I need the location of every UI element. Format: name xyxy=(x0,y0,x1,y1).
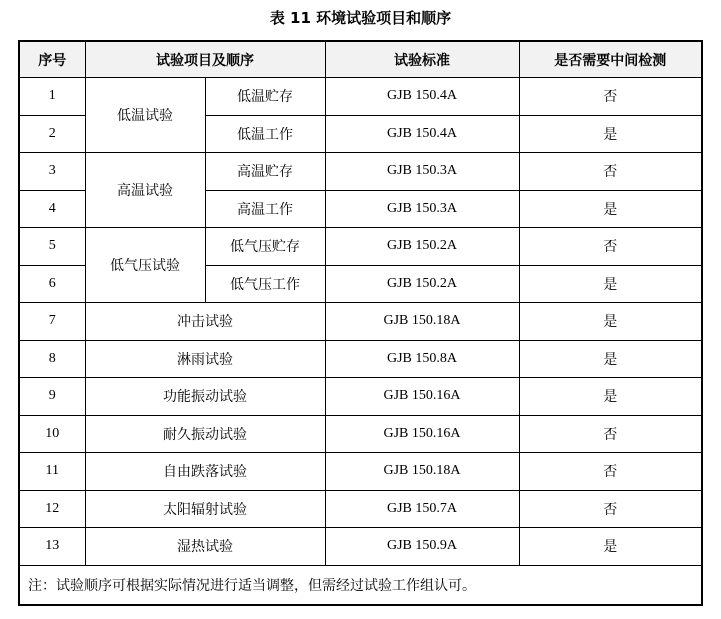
table-row xyxy=(19,78,702,116)
row-no: 1 xyxy=(19,78,85,116)
test-item: 湿热试验 xyxy=(85,528,325,566)
row-no: 3 xyxy=(19,153,85,191)
header-standard: 试验标准 xyxy=(325,41,519,78)
test-item: 功能振动试验 xyxy=(85,378,325,416)
inspection-cell: 是 xyxy=(519,303,702,341)
test-item: 自由跌落试验 xyxy=(85,453,325,491)
inspection-cell: 是 xyxy=(519,528,702,566)
row-no: 9 xyxy=(19,378,85,416)
standard-cell: GJB 150.8A xyxy=(325,340,519,378)
inspection-cell: 否 xyxy=(519,228,702,266)
table-row xyxy=(19,378,702,416)
sub-item: 低温贮存 xyxy=(205,78,325,116)
inspection-cell: 否 xyxy=(519,453,702,491)
group-low-pressure: 低气压试验 xyxy=(85,228,205,303)
standard-cell: GJB 150.18A xyxy=(325,453,519,491)
table-row xyxy=(19,153,702,191)
table-row xyxy=(19,303,702,341)
inspection-cell: 是 xyxy=(519,378,702,416)
sub-item: 高温工作 xyxy=(205,190,325,228)
standard-cell: GJB 150.9A xyxy=(325,528,519,566)
inspection-cell: 是 xyxy=(519,115,702,153)
standard-cell: GJB 150.18A xyxy=(325,303,519,341)
standard-cell: GJB 150.4A xyxy=(325,115,519,153)
standard-cell: GJB 150.16A xyxy=(325,378,519,416)
table-row xyxy=(19,490,702,528)
table-note: 注：试验顺序可根据实际情况进行适当调整，但需经过试验工作组认可。 xyxy=(19,565,702,605)
header-item: 试验项目及顺序 xyxy=(85,41,325,78)
table-row xyxy=(19,415,702,453)
row-no: 7 xyxy=(19,303,85,341)
test-item: 耐久振动试验 xyxy=(85,415,325,453)
inspection-cell: 否 xyxy=(519,490,702,528)
header-inspection: 是否需要中间检测 xyxy=(519,41,702,78)
row-no: 12 xyxy=(19,490,85,528)
row-no: 5 xyxy=(19,228,85,266)
group-high-temp: 高温试验 xyxy=(85,153,205,228)
inspection-cell: 是 xyxy=(519,340,702,378)
sub-item: 高温贮存 xyxy=(205,153,325,191)
inspection-cell: 是 xyxy=(519,265,702,303)
standard-cell: GJB 150.3A xyxy=(325,153,519,191)
header-no: 序号 xyxy=(19,41,85,78)
standard-cell: GJB 150.7A xyxy=(325,490,519,528)
note-row xyxy=(19,565,702,605)
row-no: 8 xyxy=(19,340,85,378)
row-no: 10 xyxy=(19,415,85,453)
test-item: 淋雨试验 xyxy=(85,340,325,378)
test-item: 冲击试验 xyxy=(85,303,325,341)
test-item: 太阳辐射试验 xyxy=(85,490,325,528)
standard-cell: GJB 150.3A xyxy=(325,190,519,228)
inspection-cell: 是 xyxy=(519,190,702,228)
standard-cell: GJB 150.4A xyxy=(325,78,519,116)
table-caption: 表 11 环境试验项目和顺序 xyxy=(269,9,452,27)
inspection-cell: 否 xyxy=(519,78,702,116)
inspection-cell: 否 xyxy=(519,415,702,453)
inspection-cell: 否 xyxy=(519,153,702,191)
environmental-test-table xyxy=(18,40,703,606)
table-header-row xyxy=(19,41,702,78)
table-row xyxy=(19,528,702,566)
standard-cell: GJB 150.16A xyxy=(325,415,519,453)
row-no: 2 xyxy=(19,115,85,153)
table-row xyxy=(19,453,702,491)
row-no: 11 xyxy=(19,453,85,491)
sub-item: 低气压工作 xyxy=(205,265,325,303)
row-no: 4 xyxy=(19,190,85,228)
standard-cell: GJB 150.2A xyxy=(325,228,519,266)
sub-item: 低气压贮存 xyxy=(205,228,325,266)
sub-item: 低温工作 xyxy=(205,115,325,153)
table-row xyxy=(19,228,702,266)
row-no: 6 xyxy=(19,265,85,303)
standard-cell: GJB 150.2A xyxy=(325,265,519,303)
group-low-temp: 低温试验 xyxy=(85,78,205,153)
row-no: 13 xyxy=(19,528,85,566)
table-row xyxy=(19,340,702,378)
